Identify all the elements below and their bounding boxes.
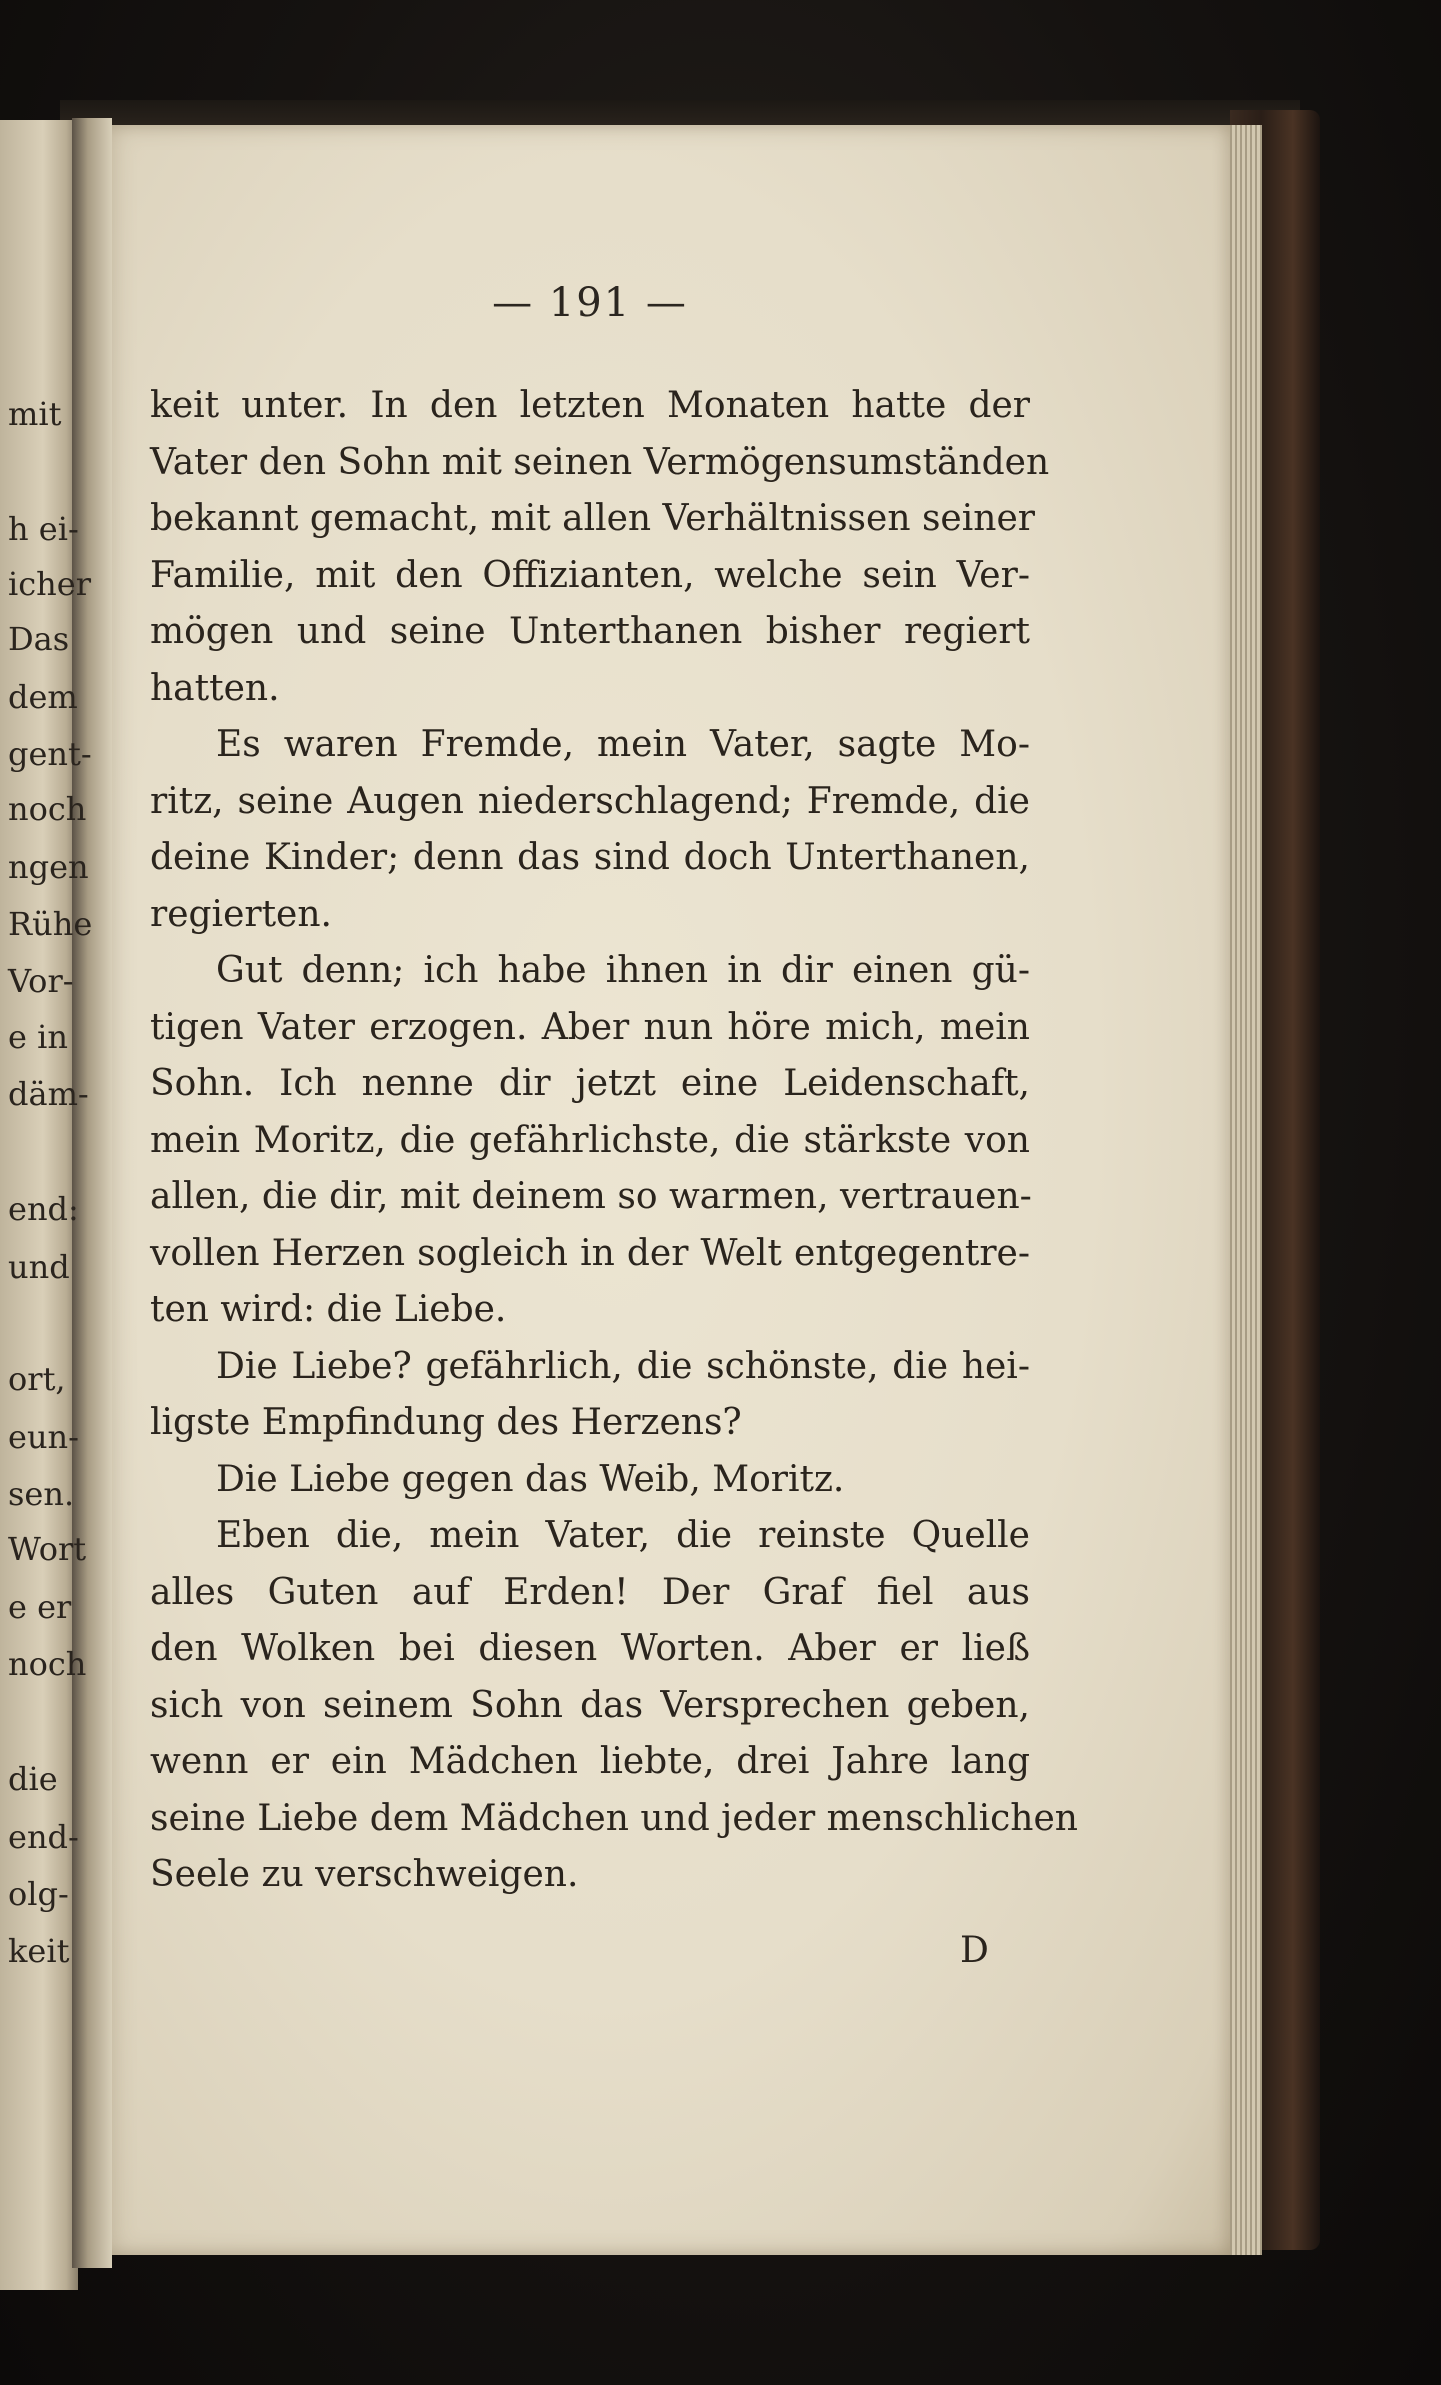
- text-line: deine Kinder; denn das sind doch Unterthanen,: [150, 837, 1030, 878]
- text-line: hatten.: [150, 667, 280, 709]
- previous-page-fragment: Wort: [8, 1530, 87, 1568]
- text-line: tigen Vater erzogen. Aber nun höre mich, mein: [150, 1006, 1030, 1048]
- previous-page-fragment: icher: [8, 565, 91, 603]
- previous-page-fragment: e in: [8, 1018, 68, 1056]
- text-line: ritz, seine Augen niederschlagend; Fremde, die: [150, 780, 1030, 822]
- text-line: Gut denn; ich habe ihnen in dir einen gü-: [216, 950, 1030, 991]
- text-line: wenn er ein Mädchen liebte, drei Jahre lang: [150, 1741, 1030, 1782]
- previous-page-text-fragments: [0, 0, 93, 2385]
- text-line: Seele zu verschweigen.: [150, 1854, 579, 1895]
- previous-page-fragment: noch: [8, 790, 87, 828]
- text-line: keit unter. In den letzten Monaten hatte der: [150, 385, 1030, 426]
- previous-page-fragment: Vor-: [8, 962, 74, 1000]
- text-line: ligste Empfindung des Herzens?: [150, 1402, 742, 1443]
- previous-page-fragment: gent-: [8, 735, 92, 773]
- previous-page-fragment: end:: [8, 1190, 79, 1228]
- text-line: allen, die dir, mit deinem so warmen, vertrauen-: [150, 1176, 1032, 1217]
- text-line: regierten.: [150, 893, 332, 935]
- text-line: mein Moritz, die gefährlichste, die stärkste von: [150, 1119, 1030, 1161]
- previous-page-fragment: noch: [8, 1645, 87, 1683]
- previous-page-fragment: sen.: [8, 1475, 75, 1513]
- text-line: Es waren Fremde, mein Vater, sagte Mo-: [216, 724, 1030, 765]
- previous-page-fragment: ort,: [8, 1360, 66, 1398]
- previous-page-fragment: h ei-: [8, 510, 79, 548]
- text-line: bekannt gemacht, mit allen Verhältnissen seiner: [150, 498, 1035, 539]
- previous-page-fragment: keit: [8, 1932, 70, 1970]
- previous-page-fragment: olg-: [8, 1875, 69, 1913]
- text-line: seine Liebe dem Mädchen und jeder menschlichen: [150, 1797, 1078, 1839]
- text-line: Vater den Sohn mit seinen Vermögensumständen: [150, 441, 1050, 483]
- previous-page-fragment: end-: [8, 1818, 79, 1856]
- previous-page-fragment: und: [8, 1248, 70, 1286]
- previous-page-fragment: e er: [8, 1588, 72, 1626]
- text-line: Die Liebe gegen das Weib, Moritz.: [216, 1458, 845, 1500]
- text-line: Sohn. Ich nenne dir jetzt eine Leidenschaft,: [150, 1063, 1030, 1104]
- text-line: ten wird: die Liebe.: [150, 1289, 507, 1330]
- text-line: Eben die, mein Vater, die reinste Quelle: [216, 1515, 1030, 1556]
- text-line: vollen Herzen sogleich in der Welt entgegentre-: [150, 1232, 1030, 1274]
- previous-page-fragment: eun-: [8, 1418, 79, 1456]
- previous-page-fragment: ngen: [8, 848, 89, 886]
- previous-page-fragment: mit: [8, 395, 62, 433]
- page-number: — 191 —: [492, 280, 688, 326]
- text-line: Die Liebe? gefährlich, die schönste, die hei-: [216, 1345, 1030, 1387]
- text-line: mögen und seine Unterthanen bisher regiert: [150, 611, 1030, 652]
- text-line: sich von seinem Sohn das Versprechen geben,: [150, 1684, 1030, 1726]
- previous-page-fragment: die: [8, 1760, 58, 1798]
- previous-page-fragment: däm-: [8, 1075, 89, 1113]
- text-line: Familie, mit den Offizianten, welche sein Ver-: [150, 554, 1030, 596]
- catchword: D: [960, 1930, 989, 1971]
- previous-page-fragment: dem: [8, 678, 78, 716]
- previous-page-fragment: Rühe: [8, 905, 93, 943]
- page-body-text: [150, 378, 1078, 1904]
- text-line: den Wolken bei diesen Worten. Aber er ließ: [150, 1628, 1030, 1669]
- text-line: alles Guten auf Erden! Der Graf fiel aus: [150, 1571, 1030, 1613]
- previous-page-fragment: Das: [8, 620, 70, 658]
